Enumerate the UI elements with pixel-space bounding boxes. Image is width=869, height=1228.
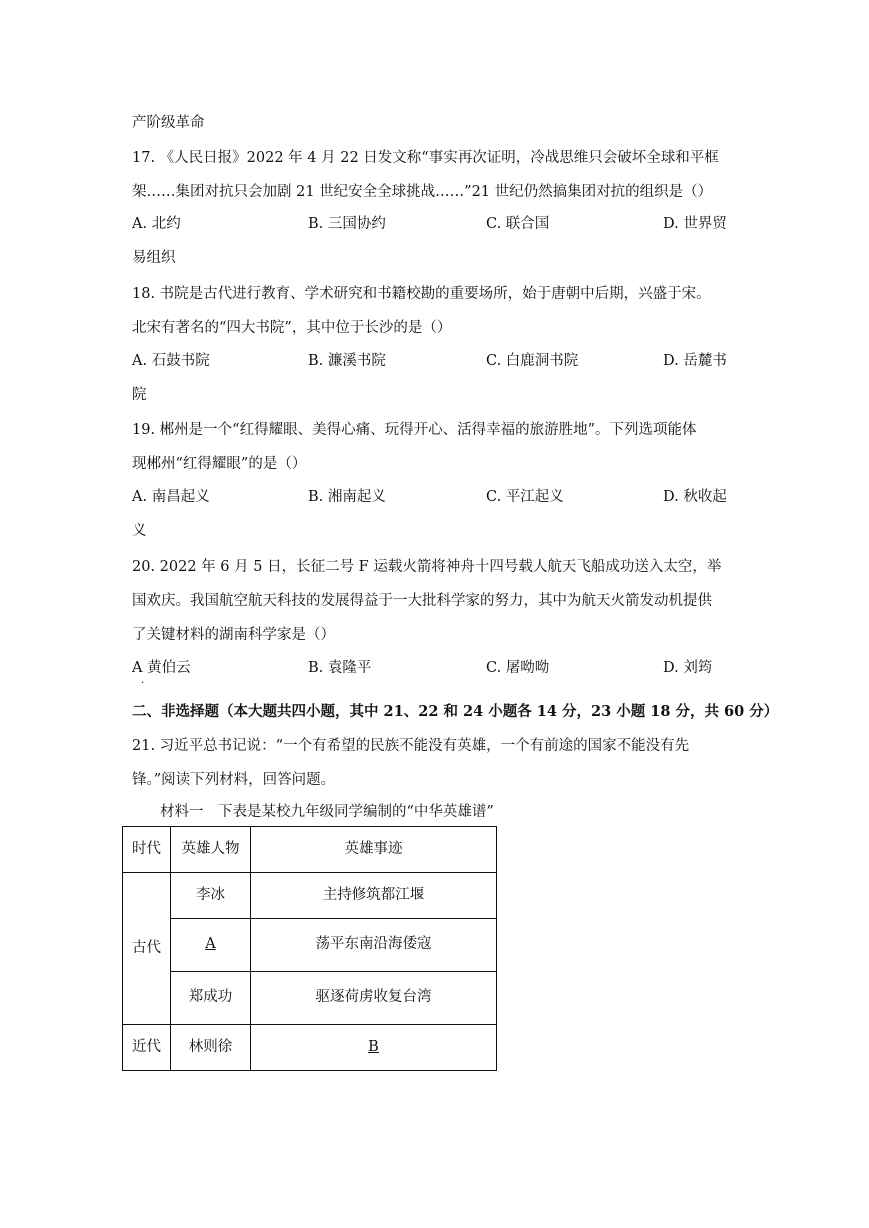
q17-option-a: A. 北约 [132,216,181,232]
q18-option-c: C. 白鹿洞书院 [486,353,579,369]
q20-option-b: B. 袁隆平 [308,660,372,676]
q19-option-a: A. 南昌起义 [132,489,210,505]
q18-option-a: A. 石鼓书院 [132,353,210,369]
deed-cell: 荡平东南沿海倭寇 [251,919,497,972]
table-header-row [123,827,497,873]
q19-option-d-wrap: 义 [132,523,147,539]
era-modern-cell: 近代 [123,1025,171,1071]
header-hero: 英雄人物 [171,827,251,873]
table-row [123,972,497,1025]
deed-blank-b: B [251,1025,497,1071]
table-row [123,919,497,972]
q20-stem-line-2: 国欢庆。我国航空航天科技的发展得益于一大批科学家的努力，其中为航天火箭发动机提供 [132,593,712,609]
era-ancient-cell: 古代 [123,873,171,1025]
q17-option-d-wrap: 易组织 [132,250,176,266]
q18-option-b: B. 濂溪书院 [308,353,386,369]
q20-option-a: A 黄伯云 [132,660,191,676]
q19-option-d: D. 秋收起 [663,489,727,505]
hero-cell: 林则徐 [171,1025,251,1071]
heroes-table [122,826,497,1071]
stray-dot-mark: · [141,678,145,689]
hero-cell: 郑成功 [171,972,251,1025]
q19-option-b: B. 湘南起义 [308,489,386,505]
q17-stem-line-1: 17. 《人民日报》2022 年 4 月 22 日发文称“事实再次证明，冷战思维只会破坏全球和平框 [132,150,719,166]
deed-cell: 驱逐荷虏收复台湾 [251,972,497,1025]
header-era: 时代 [123,827,171,873]
section-2-heading: 二、非选择题（本大题共四小题，其中 21、22 和 24 小题各 14 分，23 小题 18 分，共 60 分） [132,703,779,720]
q18-option-d: D. 岳麓书 [663,353,727,369]
q20-stem-line-3: 了关键材料的湖南科学家是（） [132,627,335,643]
q17-option-b: B. 三国协约 [308,216,386,232]
q20-stem-line-1: 20. 2022 年 6 月 5 日，长征二号 F 运载火箭将神舟十四号载人航天飞船成功送入太空，举 [132,559,722,575]
q19-option-c: C. 平江起义 [486,489,564,505]
deed-cell: 主持修筑都江堰 [251,873,497,919]
q20-option-c: C. 屠呦呦 [486,660,550,676]
hero-cell: 李冰 [171,873,251,919]
q20-option-d: D. 刘筠 [663,660,713,676]
q18-stem-line-1: 18. 书院是古代进行教育、学术研究和书籍校勘的重要场所，始于唐朝中后期，兴盛于宋。 [132,286,711,302]
q17-stem-line-2: 架……集团对抗只会加剧 21 世纪安全全球挑战……”21 世纪仍然搞集团对抗的组织是（） [132,184,713,200]
previous-question-tail: 产阶级革命 [132,115,205,131]
hero-blank-a: A [171,919,251,972]
q17-option-d: D. 世界贸 [663,216,727,232]
q19-stem-line-1: 19. 郴州是一个“红得耀眼、美得心痛、玩得开心、活得幸福的旅游胜地”。下列选项能体 [132,422,697,438]
table-row [123,873,497,919]
header-deed: 英雄事迹 [251,827,497,873]
q18-option-d-wrap: 院 [132,387,147,403]
q21-stem-line-1: 21. 习近平总书记说：“一个有希望的民族不能没有英雄，一个有前途的国家不能没有先 [132,738,690,754]
q21-stem-line-2: 锋。”阅读下列材料，回答问题。 [132,772,336,788]
q19-stem-line-2: 现郴州“红得耀眼”的是（） [132,456,307,472]
table-row [123,1025,497,1071]
q18-stem-line-2: 北宋有著名的“四大书院”，其中位于长沙的是（） [132,320,452,336]
q17-option-c: C. 联合国 [486,216,550,232]
material-1-caption: 材料一 下表是某校九年级同学编制的“中华英雄谱” [160,804,494,820]
